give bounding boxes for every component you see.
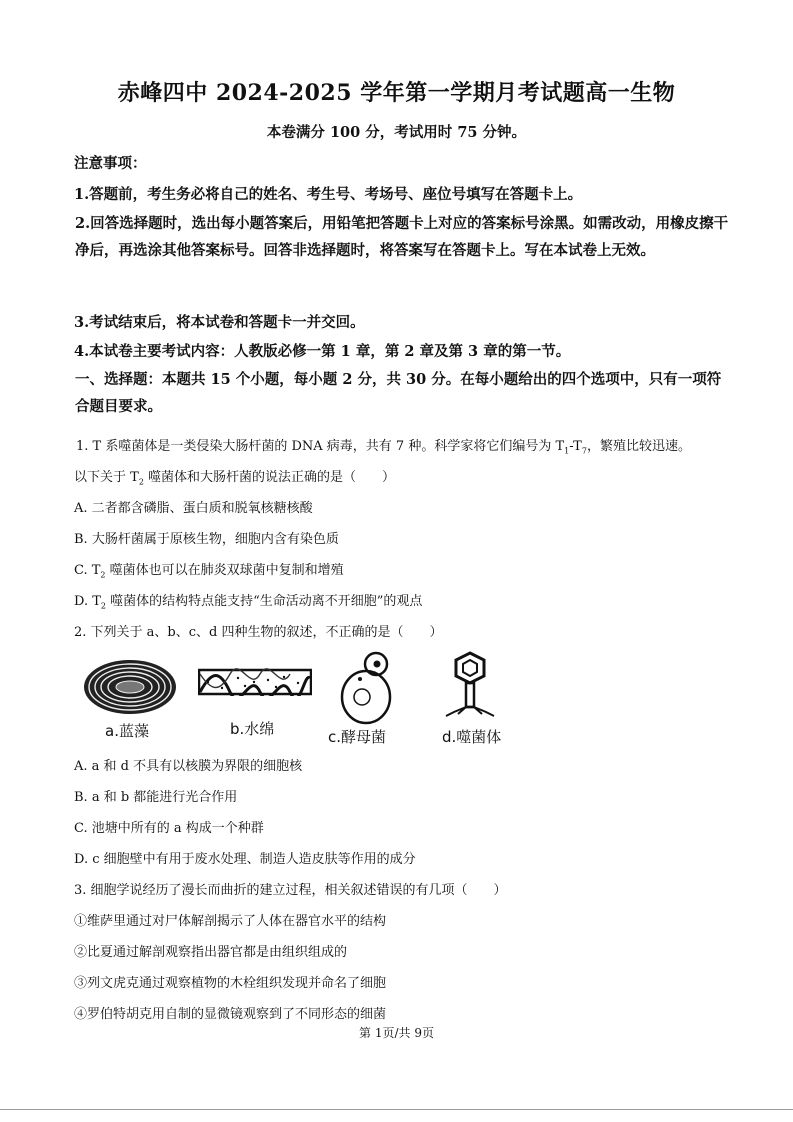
note-3: 3.考试结束后，将本试卷和答题卡一并交回。: [74, 314, 365, 331]
note-1: 1.答题前，考生务必将自己的姓名、考生号、考场号、座位号填写在答题卡上。: [74, 186, 583, 203]
q1-option-d: D. $T_2$ 噬菌体的结构特点能支持“生命活动离不开细胞”的观点: [74, 594, 423, 611]
q1-option-b: B. 大肠杆菌属于原核生物，细胞内含有染色质: [74, 532, 339, 547]
cyanobacteria-illustration: [82, 658, 178, 716]
q1-stem-line2: 以下关于 $T_2$ 噬菌体和大肠杆菌的说法正确的是（ ）: [74, 470, 396, 487]
q2-option-c: C. 池塘中所有的 a 构成一个种群: [74, 821, 264, 836]
exam-subtitle: 本卷满分 100 分，考试用时 75 分钟。: [266, 124, 527, 141]
q1-stem-line1: 1. T 系噬菌体是一类侵染大肠杆菌的 DNA 病毒，共有 7 种。科学家将它们编号为 $T_1-T_7$，繁殖比较迅速。: [76, 439, 691, 456]
q3-statement-1: ①维萨里通过对尸体解剖揭示了人体在器官水平的结构: [74, 914, 387, 929]
q3-stem: 3. 细胞学说经历了漫长而曲折的建立过程，相关叙述错误的有几项（ ）: [74, 883, 507, 898]
q3-statement-4: ④罗伯特胡克用自制的显微镜观察到了不同形态的细菌: [74, 1007, 387, 1022]
bacteriophage-illustration: [440, 650, 500, 718]
q2-option-b: B. a 和 b 都能进行光合作用: [74, 790, 238, 805]
q2-option-a: A. a 和 d 不具有以核膜为界限的细胞核: [74, 759, 303, 774]
organism-figure: [74, 650, 554, 750]
q3-statement-2: ②比夏通过解剖观察指出器官都是由组织组成的: [74, 945, 348, 960]
caption-a: a.蓝藻: [105, 722, 149, 740]
caption-b: b.水绵: [230, 720, 275, 738]
caption-c: c.酵母菌: [328, 728, 387, 746]
caption-d: d.噬菌体: [442, 728, 502, 746]
exam-title: 赤峰四中 2024-2025 学年第一学期月考试题高一生物: [117, 80, 676, 106]
q1-option-c: C. $T_2$ 噬菌体也可以在肺炎双球菌中复制和增殖: [74, 563, 344, 580]
bottom-divider: [0, 1109, 793, 1110]
note-4: 4.本试卷主要考试内容：人教版必修一第 1 章，第 2 章及第 3 章的第一节。: [74, 343, 571, 360]
yeast-illustration: [336, 650, 400, 728]
q1-option-a: A. 二者都含磷脂、蛋白质和脱氧核糖核酸: [74, 501, 313, 516]
page-number: 第 1页/共 9页: [359, 1026, 434, 1040]
notes-heading: 注意事项：: [74, 155, 147, 172]
spirogyra-illustration: [198, 668, 312, 696]
q2-stem: 2. 下列关于 a、b、c、d 四种生物的叙述，不正确的是（ ）: [74, 625, 443, 640]
q3-statement-3: ③列文虎克通过观察植物的木栓组织发现并命名了细胞: [74, 976, 387, 991]
q2-option-d: D. c 细胞壁中有用于废水处理、制造人造皮肤等作用的成分: [74, 852, 416, 867]
note-2: 2.回答选择题时，选出每小题答案后，用铅笔把答题卡上对应的答案标号涂黑。如需改动，用橡皮擦干净后，再选涂其他答案标号。回答非选择题时，将答案写在答题卡上。写在本试卷上无效。: [75, 215, 729, 259]
section-1-heading: 一、选择题：本题共 15 个小题，每小题 2 分，共 30 分。在每小题给出的四个选项中，只有一项符合题目要求。: [75, 371, 722, 415]
